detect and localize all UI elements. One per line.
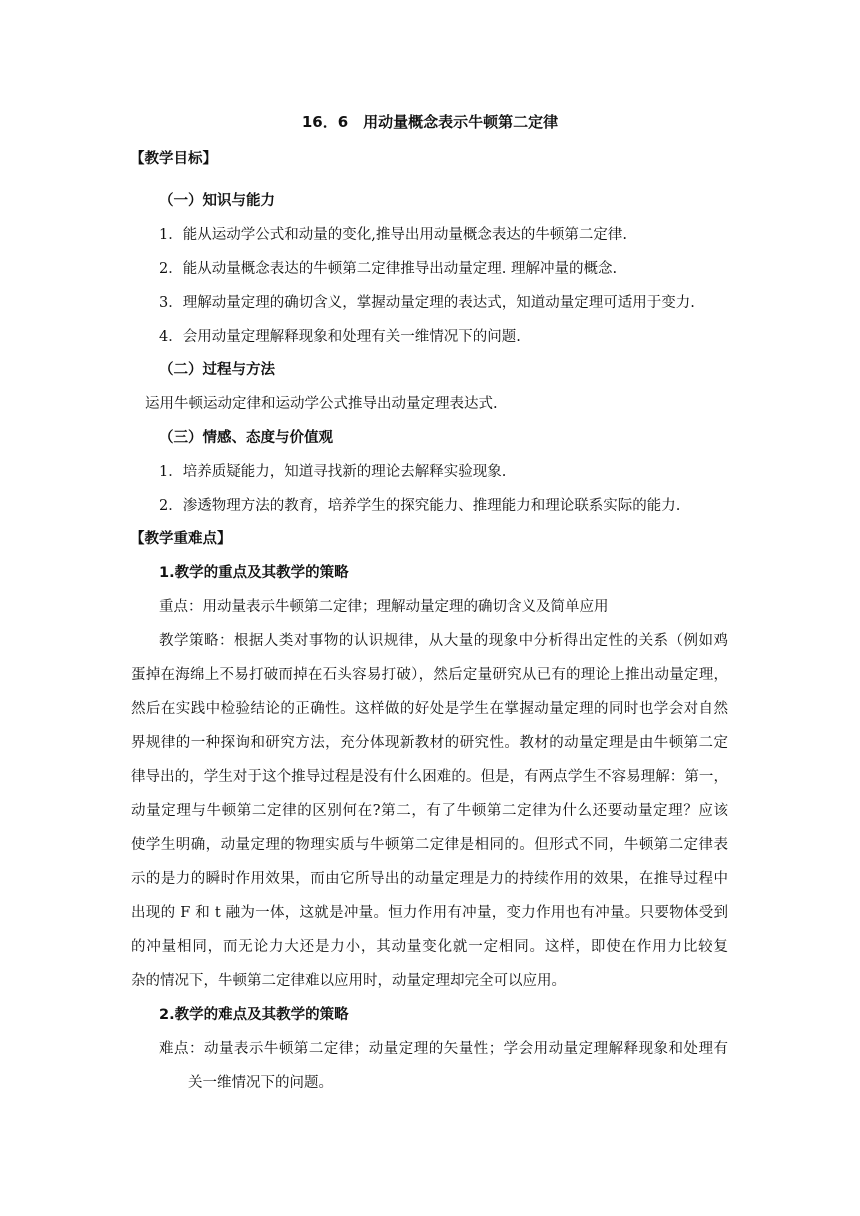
- difficulty-heading: 2.教学的难点及其教学的策略: [159, 1007, 349, 1023]
- attitude-item: 1．培养质疑能力，知道寻找新的理论去解释实验现象.: [159, 464, 507, 480]
- page-title: 16．6 用动量概念表示牛顿第二定律: [301, 113, 559, 131]
- subsection-heading-process: （二）过程与方法: [159, 362, 275, 378]
- attitude-item: 2．渗透物理方法的教育，培养学生的探究能力、推理能力和理论联系实际的能力.: [159, 498, 681, 514]
- difficulty-line: 难点：动量表示牛顿第二定律；动量定理的矢量性；学会用动量定理解释现象和处理有: [159, 1041, 728, 1057]
- strategy-line: 使学生明确，动量定理的物理实质与牛顿第二定律是相同的。但形式不同，牛顿第二定律表: [131, 837, 728, 853]
- strategy-line: 蛋掉在海绵上不易打破而掉在石头容易打破），然后定量研究从已有的理论上推出动量定理，: [131, 667, 728, 683]
- subsection-heading-knowledge: （一）知识与能力: [159, 193, 275, 209]
- goal-item: 1．能从运动学公式和动量的变化,推导出用动量概念表达的牛顿第二定律.: [159, 227, 627, 243]
- section-heading-difficulties: 【教学重难点】: [130, 531, 232, 547]
- process-text: 运用牛顿运动定律和运动学公式推导出动量定理表达式.: [145, 396, 498, 412]
- subsection-heading-attitude: （三）情感、态度与价值观: [159, 430, 333, 446]
- strategy-line: 动量定理与牛顿第二定律的区别何在?第二，有了牛顿第二定律为什么还要动量定理？应该: [131, 803, 728, 819]
- goal-item: 2．能从动量概念表达的牛顿第二定律推导出动量定理. 理解冲量的概念.: [159, 261, 618, 277]
- difficulty-line: 关一维情况下的问题。: [188, 1075, 333, 1091]
- strategy-line: 界规律的一种探询和研究方法，充分体现新教材的研究性。教材的动量定理是由牛顿第二定: [131, 735, 728, 751]
- goal-item: 4．会用动量定理解释现象和处理有关一维情况下的问题.: [159, 329, 521, 345]
- strategy-line: 的冲量相同，而无论力大还是力小，其动量变化就一定相同。这样，即使在作用力比较复: [131, 939, 728, 955]
- strategy-line: 律导出的，学生对于这个推导过程是没有什么困难的。但是，有两点学生不容易理解：第一，: [131, 769, 728, 785]
- key-point-text: 重点：用动量表示牛顿第二定律；理解动量定理的确切含义及简单应用: [159, 599, 609, 615]
- goal-item: 3．理解动量定理的确切含义，掌握动量定理的表达式，知道动量定理可适用于变力.: [159, 295, 695, 311]
- strategy-line: 杂的情况下，牛顿第二定律难以应用时，动量定理却完全可以应用。: [131, 973, 566, 989]
- key-point-heading: 1.教学的重点及其教学的策略: [159, 565, 349, 581]
- strategy-line: 然后在实践中检验结论的正确性。这样做的好处是学生在掌握动量定理的同时也学会对自然: [131, 701, 728, 717]
- strategy-line: 教学策略：根据人类对事物的认识规律，从大量的现象中分析得出定性的关系（例如鸡: [159, 633, 728, 649]
- strategy-line: 出现的 F 和 t 融为一体，这就是冲量。恒力作用有冲量，变力作用也有冲量。只要物体受到: [131, 905, 728, 921]
- strategy-line: 示的是力的瞬时作用效果，而由它所导出的动量定理是力的持续作用的效果，在推导过程中: [131, 871, 728, 887]
- section-heading-goals: 【教学目标】: [130, 151, 217, 167]
